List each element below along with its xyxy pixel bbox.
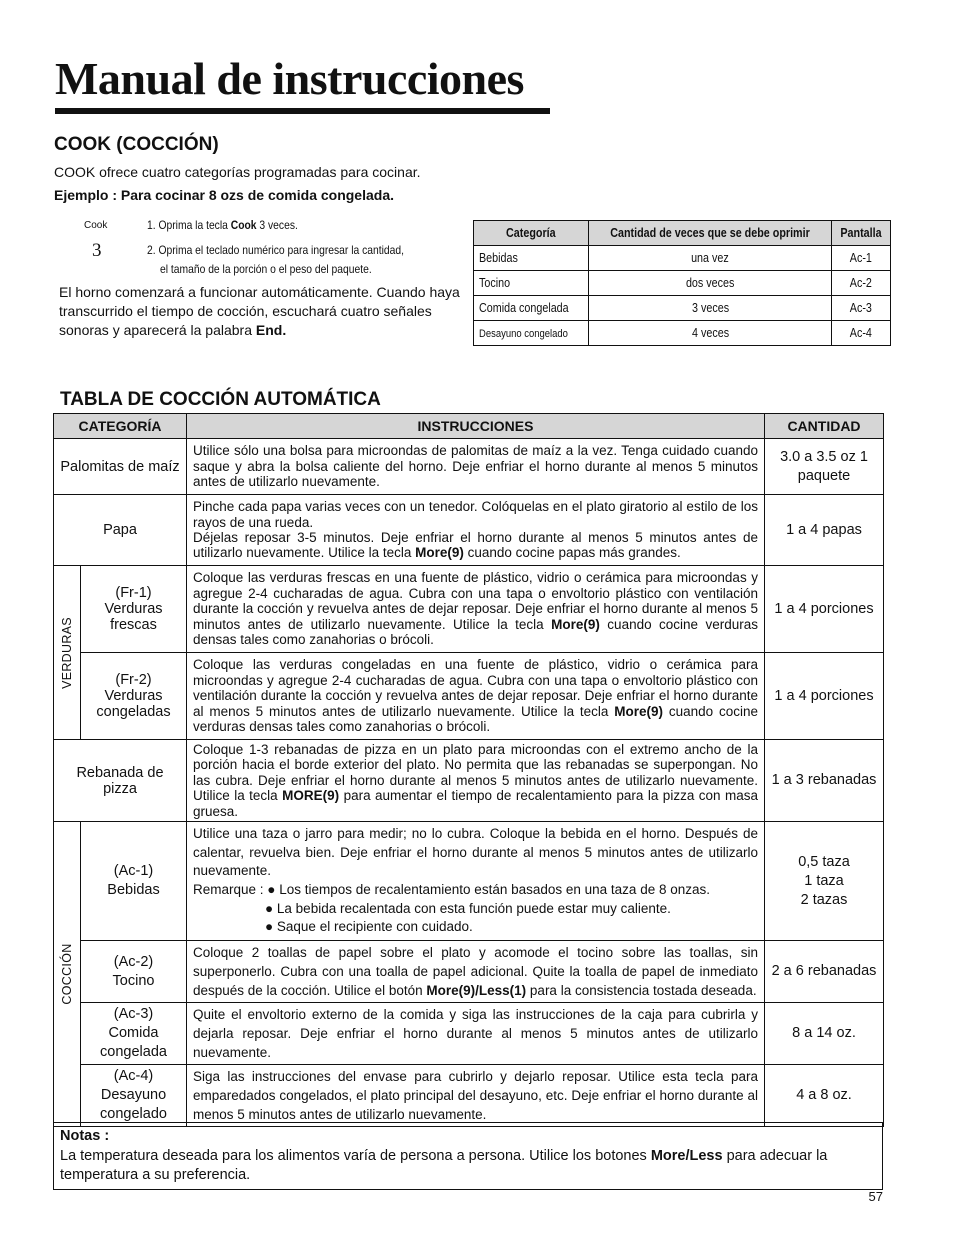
auto-cook-table — [53, 413, 884, 1127]
frozen-meal-quantity: 8 a 14 oz. — [765, 1003, 884, 1065]
frozen-breakfast-category: (Ac-4) Desayuno congelado — [81, 1065, 187, 1127]
table-row: Tocino dos veces Ac-2 — [474, 271, 891, 296]
presses-header-count: Cantidad de veces que se debe oprimir — [589, 221, 832, 246]
table-row — [54, 439, 884, 495]
group-verduras: VERDURAS — [54, 566, 81, 740]
page-title: Manual de instrucciones — [55, 53, 524, 104]
table-row — [54, 566, 884, 653]
table-row: Bebidas una vez Ac-1 — [474, 246, 891, 271]
potato-quantity: 1 a 4 papas — [765, 495, 884, 566]
header-category: CATEGORÍA — [54, 414, 187, 439]
cook-example: Ejemplo : Para cocinar 8 ozs de comida congelada. — [54, 187, 394, 203]
frozen-breakfast-instructions: Siga las instrucciones del envase para cubrirlo y dejarlo reposar. Utilice esta tecla para emparedados congelados, el plato principal del desayuno, etc. Deje enfriar el horno durante al menos 5 minutos antes de utilizarlo nuevamente. — [187, 1065, 765, 1127]
popcorn-instructions: Utilice sólo una bolsa para microondas de palomitas de maíz a la vez. Tenga cuidado cuando saque y abra la bolsa caliente del horno. Deje enfriar el horno durante al menos 5 minutos antes de utilizarlo nuevamente. — [187, 439, 765, 495]
frozen-meal-instructions: Quite el envoltorio externo de la comida y siga las instrucciones de la caja para cubrirla y dejarla reposar. Deje enfriar el horno durante al menos 5 minutos antes de utilizarlo nuevamente. — [187, 1003, 765, 1065]
auto-table-heading: TABLA DE COCCIÓN AUTOMÁTICA — [60, 389, 381, 410]
header-quantity: CANTIDAD — [765, 414, 884, 439]
frozen-veg-quantity: 1 a 4 porciones — [765, 653, 884, 740]
potato-category: Papa — [54, 495, 187, 566]
title-underline — [55, 108, 550, 114]
frozen-breakfast-quantity: 4 a 8 oz. — [765, 1065, 884, 1127]
step-2-line1: 2. Oprima el teclado numérico para ingresar la cantidad, — [147, 243, 404, 257]
pizza-quantity: 1 a 3 rebanadas — [765, 740, 884, 822]
pizza-category: Rebanada de pizza — [54, 740, 187, 822]
notes-box — [53, 1122, 883, 1190]
header-instructions: INSTRUCCIONES — [187, 414, 765, 439]
cook-intro: COOK ofrece cuatro categorías programadas para cocinar. — [54, 164, 421, 180]
presses-header-category: Categoría — [474, 221, 589, 246]
presses-header-display: Pantalla — [832, 221, 891, 246]
table-row — [54, 1065, 884, 1127]
bacon-instructions: Coloque 2 toallas de papel sobre el plato y acomode el tocino sobre las toallas, sin superponerlo. Cubra con una toalla de papel adicional. Quite la toalla de papel de inmediato después de la cocción. Utilice el botón More(9)/Less(1) para la consistencia tostada deseada. — [187, 941, 765, 1003]
potato-instructions: Pinche cada papa varias veces con un tenedor. Colóquelas en el plato giratorio al estilo de los rayos de una rueda. Déjelas reposar 3-5 minutos. Deje enfriar el horno durante al menos 5 minutos antes de utilizarlo nuevamente. Utilice la tecla More(9) cuando cocine papas más grandes. — [187, 495, 765, 566]
notes-text: La temperatura deseada para los alimentos varía de persona a persona. Utilice los botones More/Less para adecuar la temperatura a su preferencia. — [60, 1147, 828, 1183]
display-label: Cook — [84, 220, 108, 231]
frozen-meal-category: (Ac-3) Comida congelada — [81, 1003, 187, 1065]
table-row — [54, 495, 884, 566]
cook-heading: COOK (COCCIÓN) — [54, 134, 219, 155]
beverages-category: (Ac-1) Bebidas — [81, 822, 187, 941]
frozen-veg-instructions: Coloque las verduras congeladas en una fuente de plástico, vidrio o cerámica para microondas y agregue 2-4 cucharadas de agua. Cubra con una tapa o envoltorio plástico con ventilación durante la cocción y revuelva antes de dejar reposar. Deje enfriar el horno durante al menos 5 minutos antes de utilizarlo nuevamente. Utilice la tecla More(9) cuando cocine verduras densas tales como zanahorias o brócoli. — [187, 653, 765, 740]
table-row: Desayuno congelado 4 veces Ac-4 — [474, 321, 891, 346]
fresh-veg-category: (Fr-1) Verduras frescas — [81, 566, 187, 653]
table-row — [54, 941, 884, 1003]
beverages-quantity: 0,5 taza 1 taza 2 tazas — [765, 822, 884, 941]
table-row — [54, 653, 884, 740]
group-coccion: COCCIÓN — [54, 822, 81, 1127]
notes-label: Notas : — [60, 1128, 110, 1144]
presses-table — [473, 220, 891, 346]
bacon-quantity: 2 a 6 rebanadas — [765, 941, 884, 1003]
pizza-instructions: Coloque 1-3 rebanadas de pizza en un plato para microondas con el extremo ancho de la porción hacia el borde exterior del plato. No permita que las rebanadas se superpongan. No las cubra. Deje enfriar el horno durante al menos 5 minutos antes de utilizarlo nuevamente. Utilice la tecla MORE(9) para aumentar el tiempo de recalentamiento para la pizza con masa gruesa. — [187, 740, 765, 822]
step-2-line2: el tamaño de la porción o el peso del paquete. — [160, 262, 372, 276]
fresh-veg-quantity: 1 a 4 porciones — [765, 566, 884, 653]
fresh-veg-instructions: Coloque las verduras frescas en una fuente de plástico, vidrio o cerámica para microondas y agregue 2-4 cucharadas de agua. Cubra con una tapa o envoltorio plástico con ventilación durante la cocción y revuelva antes de dejar reposar. Deje enfriar el horno durante al menos 5 minutos antes de utilizarlo nuevamente. Utilice la tecla More(9) cuando cocine verduras densas tales como zanahorias o brócoli. — [187, 566, 765, 653]
display-value: 3 — [92, 240, 102, 261]
bacon-category: (Ac-2) Tocino — [81, 941, 187, 1003]
auto-start-text: El horno comenzará a funcionar automáticamente. Cuando haya transcurrido el tiempo de cocción, escuchará cuatro señales sonoras y aparecerá la palabra End. — [59, 284, 460, 338]
table-row — [54, 740, 884, 822]
page-number: 57 — [868, 1189, 883, 1204]
table-row — [54, 822, 884, 941]
frozen-veg-category: (Fr-2) Verduras congeladas — [81, 653, 187, 740]
popcorn-quantity: 3.0 a 3.5 oz 1 paquete — [765, 439, 884, 495]
beverages-instructions: Utilice una taza o jarro para medir; no lo cubra. Coloque la bebida en el horno. Después de calentar, revuelva bien. Deje enfriar el horno durante al menos 5 minutos antes de utilizarlo nuevamente. Remarque : ● Los tiempos de recalentamiento están basados en una taza de 8 onzas. ● La bebida recalentada con esta función puede estar muy caliente. ● Saque el recipiente con cuidado. — [187, 822, 765, 941]
table-row: Comida congelada 3 veces Ac-3 — [474, 296, 891, 321]
table-row — [54, 1003, 884, 1065]
popcorn-category: Palomitas de maíz — [54, 439, 187, 495]
step-1: 1. Oprima la tecla Cook 3 veces. — [147, 218, 298, 232]
